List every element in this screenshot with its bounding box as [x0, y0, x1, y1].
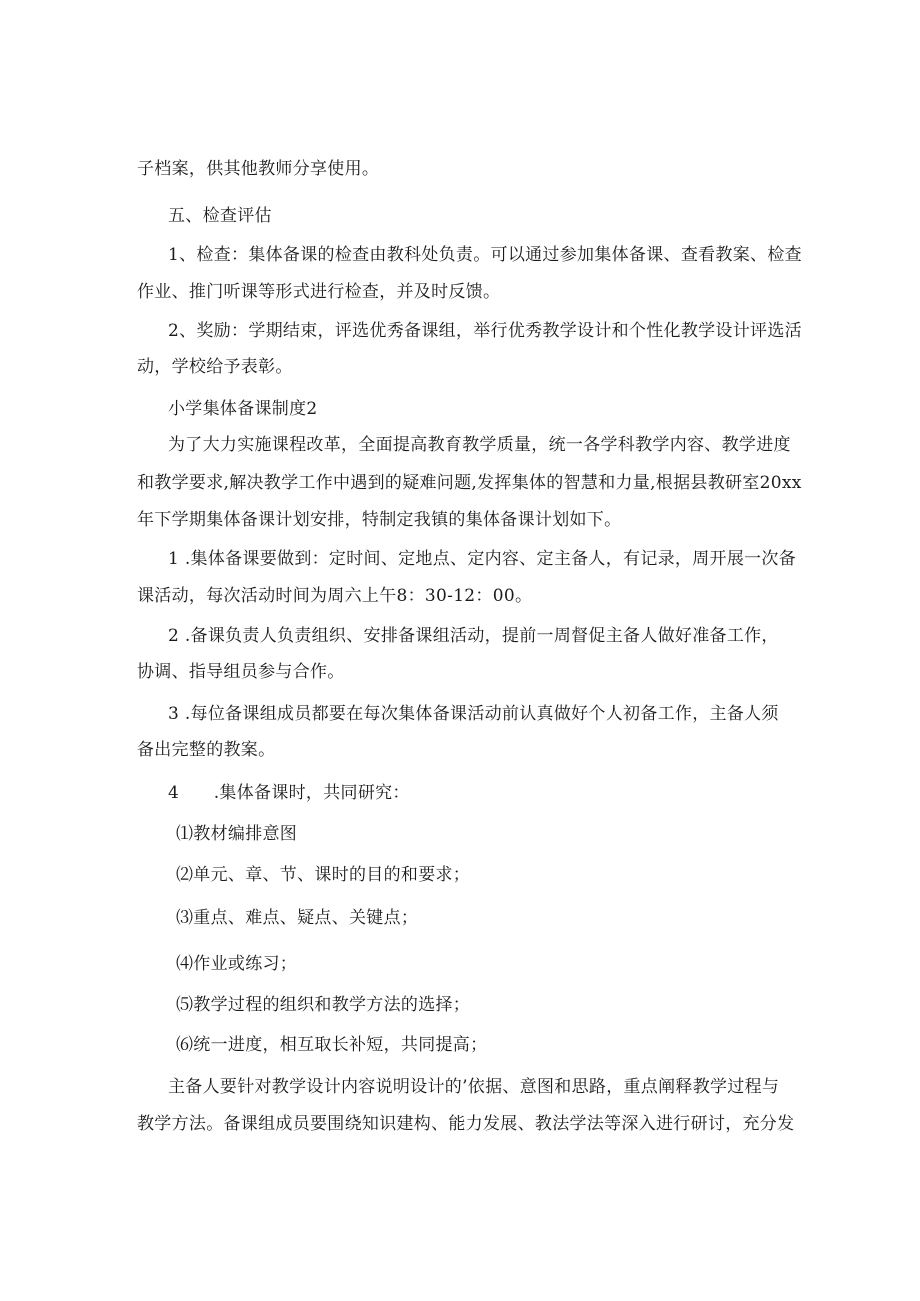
text-line-12: 课活动，每次活动时间为周六上午8：30-12：00。 — [137, 586, 533, 606]
text-line-9: 和教学要求,解决教学工作中遇到的疑难问题,发挥集体的智慧和力量,根据县教研室20xx — [137, 473, 802, 493]
text-line-3: 1、检查：集体备课的检查由教科处负责。可以通过参加集体备课、查看教案、检查 — [168, 245, 802, 265]
list-item-2: ⑵单元、章、节、课时的目的和要求； — [176, 865, 471, 885]
text-line-4: 作业、推门听课等形式进行检查，并及时反馈。 — [137, 282, 501, 302]
list-item-6: ⑹统一进度，相互取长补短，共同提高； — [176, 1035, 488, 1055]
list-item-1: ⑴教材编排意图 — [176, 824, 298, 844]
text-line-11: 1 .集体备课要做到：定时间、定地点、定内容、定主备人，有记录，周开展一次备 — [168, 549, 797, 569]
section-heading-inspection: 五、检查评估 — [168, 206, 272, 226]
text-line-24: 主备人要针对教学设计内容说明设计的’依据、意图和思路，重点阐释教学过程与 — [168, 1077, 780, 1097]
text-line-10: 年下学期集体备课计划安排，特制定我镇的集体备课计划如下。 — [137, 510, 622, 530]
text-line-14: 协调、指导组员参与合作。 — [137, 662, 345, 682]
text-line-1: 子档案，供其他教师分享使用。 — [137, 159, 380, 179]
text-line-13: 2 .备课负责人负责组织、安排备课组活动，提前一周督促主备人做好准备工作， — [168, 626, 779, 646]
text-line-5: 2、奖励：学期结束，评选优秀备课组，举行优秀教学设计和个性化教学设计评选活 — [168, 321, 802, 341]
text-line-15: 3 .每位备课组成员都要在每次集体备课活动前认真做好个人初备工作，主备人须 — [168, 704, 779, 724]
text-line-17: 4 .集体备课时，共同研究： — [168, 783, 410, 803]
list-item-4: ⑷作业或练习； — [176, 954, 298, 974]
list-item-3: ⑶重点、难点、疑点、关键点； — [176, 908, 419, 928]
section-heading-system-2: 小学集体备课制度2 — [168, 399, 318, 419]
text-line-25: 教学方法。备课组成员要围绕知识建构、能力发展、教法学法等深入进行研讨，充分发 — [137, 1114, 795, 1134]
text-line-8: 为了大力实施课程改革，全面提高教育教学质量，统一各学科教学内容、教学进度 — [168, 435, 791, 455]
text-line-16: 备出完整的教案。 — [137, 740, 276, 760]
list-item-5: ⑸教学过程的组织和教学方法的选择； — [176, 995, 471, 1015]
text-line-6: 动，学校给予表彰。 — [137, 357, 293, 377]
